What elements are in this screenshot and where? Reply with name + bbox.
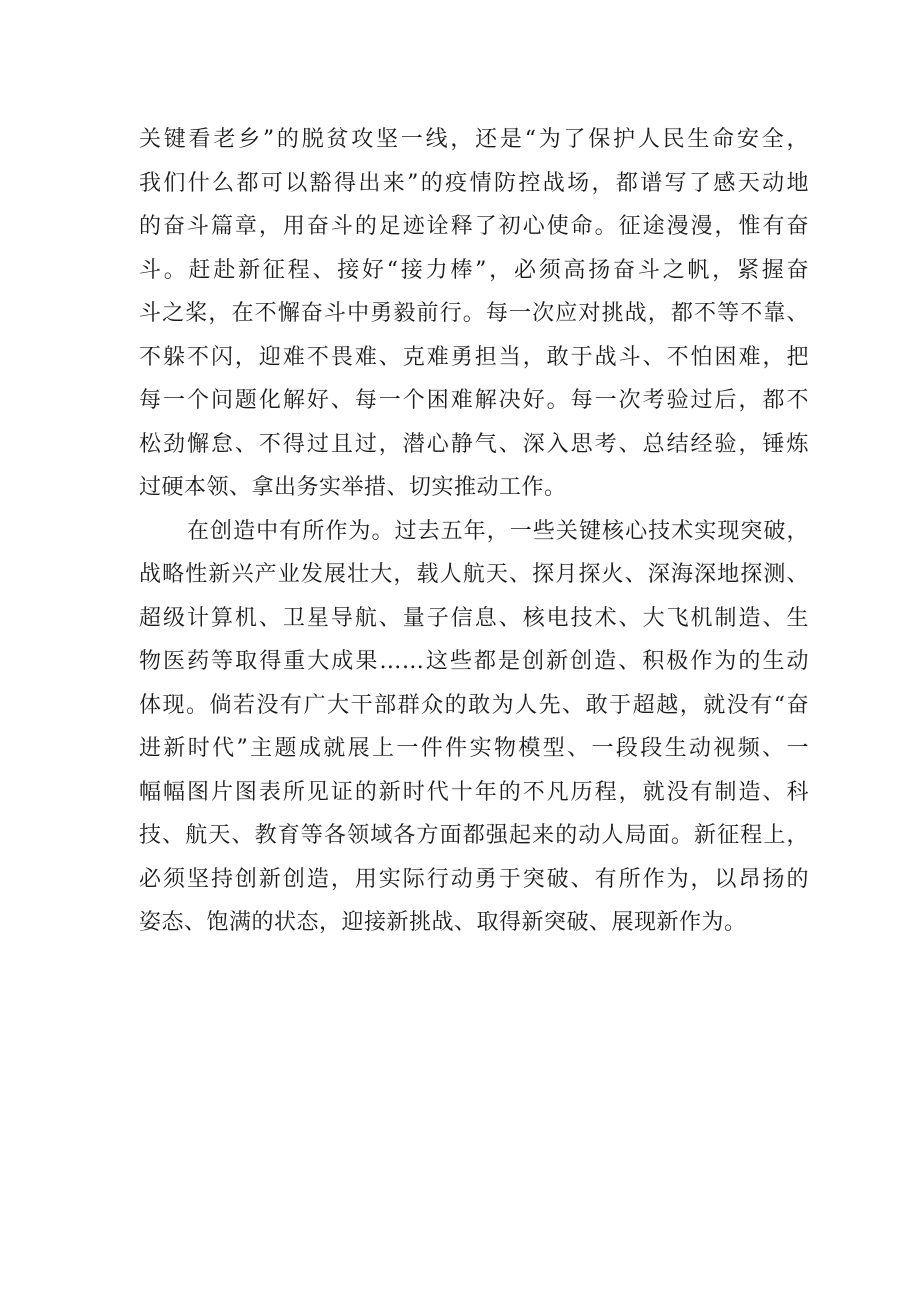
text-line: 超级计算机、卫星导航、量子信息、核电技术、大飞机制造、生 bbox=[139, 605, 809, 631]
document-page bbox=[139, 118, 809, 945]
text-line: 在创造中有所作为。过去五年，一些关键核心技术实现突破， bbox=[187, 518, 809, 544]
text-line: 过硬本领、拿出务实举措、切实推动工作。 bbox=[139, 475, 567, 500]
text-line: 战略性新兴产业发展壮大，载人航天、探月探火、深海深地探测、 bbox=[139, 562, 809, 587]
text-line: 进新时代”主题成就展上一件件实物模型、一段段生动视频、一 bbox=[139, 736, 809, 761]
text-line: 姿态、饱满的状态，迎接新挑战、取得新突破、展现新作为。 bbox=[139, 910, 747, 935]
text-line: 我们什么都可以豁得出来”的疫情防控战场，都谱写了感天动地 bbox=[139, 170, 809, 196]
text-line: 技、航天、教育等各领域各方面都强起来的动人局面。新征程上， bbox=[139, 823, 809, 848]
paragraph-1 bbox=[139, 118, 809, 510]
paragraph-2 bbox=[139, 510, 809, 945]
text-line: 不躲不闪，迎难不畏难、克难勇担当，敢于战斗、不怕困难，把 bbox=[139, 344, 809, 370]
text-line: 幅幅图片图表所见证的新时代十年的不凡历程，就没有制造、科 bbox=[139, 779, 809, 805]
text-line: 关键看老乡”的脱贫攻坚一线，还是“为了保护人民生命安全， bbox=[139, 127, 809, 152]
text-line: 松劲懈怠、不得过且过，潜心静气、深入思考、总结经验，锤炼 bbox=[139, 431, 809, 457]
text-line: 每一个问题化解好、每一个困难解决好。每一次考验过后，都不 bbox=[139, 388, 809, 413]
text-line: 的奋斗篇章，用奋斗的足迹诠释了初心使命。征途漫漫，惟有奋 bbox=[139, 214, 809, 239]
text-line: 物医药等取得重大成果……这些都是创新创造、积极作为的生动 bbox=[139, 649, 809, 674]
text-line: 斗之桨，在不懈奋斗中勇毅前行。每一次应对挑战，都不等不靠、 bbox=[139, 301, 809, 326]
text-line: 体现。倘若没有广大干部群众的敢为人先、敢于超越，就没有“奋 bbox=[139, 692, 809, 718]
text-line: 必须坚持创新创造，用实际行动勇于突破、有所作为，以昂扬的 bbox=[139, 866, 809, 892]
text-line: 斗。赶赴新征程、接好“接力棒”，必须高扬奋斗之帆，紧握奋 bbox=[139, 257, 809, 283]
